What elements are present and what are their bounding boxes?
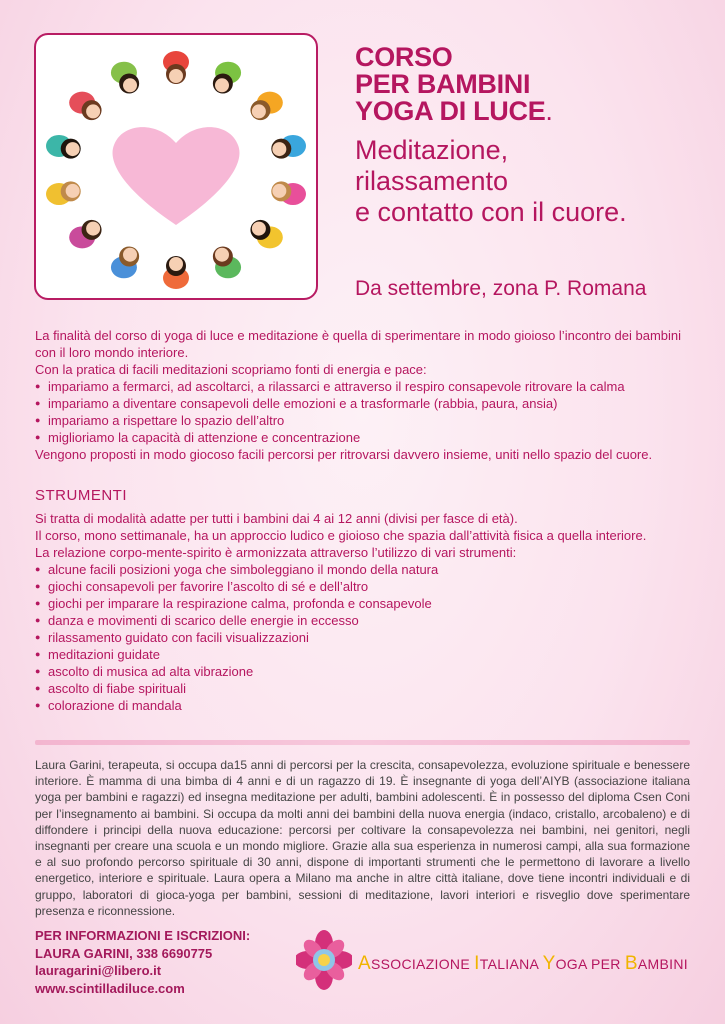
intro-paragraph: La finalità del corso di yoga di luce e meditazione è quella di sperimentare in modo gioioso l’incontro dei bambini con il loro mondo interiore. xyxy=(35,328,682,360)
subtitle xyxy=(355,135,705,228)
association-name xyxy=(358,953,688,975)
intro-section xyxy=(35,327,690,463)
children-circle-illustration xyxy=(36,35,316,298)
child-figure xyxy=(250,220,282,248)
list-item: ● giochi per imparare la respirazione calma, profonda e consapevole xyxy=(35,595,690,612)
subtitle-line-3: e contatto con il cuore. xyxy=(355,197,627,227)
tools-list xyxy=(35,561,690,714)
list-item: ● impariamo a fermarci, ad ascoltarci, a rilassarci e attraverso il respiro consapevole ritrovare la calma xyxy=(35,378,690,395)
assoc-word: TALIANA xyxy=(479,956,539,972)
title-line-3 xyxy=(355,98,705,125)
child-figure xyxy=(163,256,189,289)
tools-section xyxy=(35,510,690,714)
child-figure xyxy=(250,92,282,120)
list-item: ● meditazioni guidate xyxy=(35,646,690,663)
subtitle-line-2: rilassamento xyxy=(355,166,509,196)
assoc-initial: A xyxy=(358,953,371,974)
intro-lead: Con la pratica di facili meditazioni scopriamo fonti di energia e pace: xyxy=(35,362,427,377)
subtitle-line-1: Meditazione, xyxy=(355,135,509,165)
child-figure xyxy=(46,135,81,159)
assoc-word: SSOCIAZIONE xyxy=(370,956,470,972)
contact-name-phone[interactable]: LAURA GARINI, 338 6690775 xyxy=(35,945,213,961)
child-figure xyxy=(69,220,101,248)
intro-closing: Vengono proposti in modo giocoso facili percorsi per ritrovarsi davvero insieme, uniti nello spazio del cuore. xyxy=(35,447,653,462)
section-divider xyxy=(35,740,690,745)
title xyxy=(355,44,705,125)
date-location: Da settembre, zona P. Romana xyxy=(355,277,647,300)
title-line-2: PER BAMBINI xyxy=(355,69,531,99)
child-figure xyxy=(271,135,306,159)
child-figure xyxy=(46,181,81,205)
list-item: ● ascolto di musica ad alta vibrazione xyxy=(35,663,690,680)
teacher-bio: Laura Garini, terapeuta, si occupa da15 anni di percorsi per la crescita, consapevolezza, evoluzione spirituale e benessere interiore. È mamma di una bimba di 4 anni e di un ragazzo di 19. È insegnante di yoga dell’AIYB (associazione italiana yoga per bambini e ragazzi) ed insegna meditazione per adulti, bambini adolescenti. È in possesso del diploma Csen Coni per l’insegnamento ai bambini. Si occupa da molti anni dei bambini della nuova energia (indaco, cristallo, arcobaleno) e di diffondere i principi della nuova educazione: percorsi per coltivare la consapevolezza nei bambini, nei genitori, negli insegnanti per creare una scuola e un mondo migliore. Grazie alla sua esperienza in numerosi campi, alla sua formazione e al suo profondo percorso spirituale di 30 anni, dispone di importanti strumenti che le permettono di lavorare a livello energetico, interiore e spirituale. Laura opera a Milano ma anche in altre città italiane, dove tiene incontri individuali e di gruppo, laboratori di gioca-yoga per bambini, sessioni di meditazione, lavori interiori e risveglio dove sperimentare presenza e riconnessione. xyxy=(35,758,690,918)
children-heart-photo xyxy=(34,33,318,300)
list-item: ● danza e movimenti di scarico delle energie in eccesso xyxy=(35,612,690,629)
list-item: ● ascolto di fiabe spirituali xyxy=(35,680,690,697)
list-item: ● giochi consapevoli per favorire l’ascolto di sé e dell’altro xyxy=(35,578,690,595)
tools-paragraph-3: La relazione corpo-mente-spirito è armonizzata attraverso l’utilizzo di vari strumenti: xyxy=(35,545,517,560)
assoc-initial: B xyxy=(624,953,638,974)
assoc-word: OGA PER xyxy=(555,956,621,972)
assoc-initial: Y xyxy=(542,953,556,974)
contact-website-link[interactable]: www.scintilladiluce.com xyxy=(35,980,185,996)
list-item: ● impariamo a diventare consapevoli delle emozioni e a trasformarle (rabbia, paura, ansia) xyxy=(35,395,690,412)
child-figure xyxy=(213,246,241,278)
list-item: ● miglioriamo la capacità di attenzione e concentrazione xyxy=(35,429,690,446)
tools-paragraph-1: Si tratta di modalità adatte per tutti i bambini dai 4 ai 12 anni (divisi per fasce di età). xyxy=(35,511,518,526)
tools-heading: STRUMENTI xyxy=(35,487,127,504)
child-figure xyxy=(111,246,139,278)
child-figure xyxy=(213,62,241,94)
contact-email-link[interactable]: lauragarini@libero.it xyxy=(35,963,162,978)
contact-heading: PER INFORMAZIONI E ISCRIZIONI: xyxy=(35,928,251,943)
contact-info xyxy=(35,927,250,997)
association-lotus-logo xyxy=(296,930,352,990)
list-item: ● impariamo a rispettare lo spazio dell’altro xyxy=(35,412,690,429)
heart-icon xyxy=(113,127,240,225)
intro-list xyxy=(35,378,690,446)
title-line-1: CORSO xyxy=(355,42,453,72)
tools-paragraph-2: Il corso, mono settimanale, ha un approccio ludico e gioioso che spazia dall’attività fisica a quella interiore. xyxy=(35,528,647,543)
list-item: ● colorazione di mandala xyxy=(35,697,690,714)
child-figure xyxy=(69,92,101,120)
headline xyxy=(355,44,705,228)
title-dot: . xyxy=(545,96,553,126)
list-item: ● alcune facili posizioni yoga che simboleggiano il mondo della natura xyxy=(35,561,690,578)
assoc-initial: I xyxy=(474,953,480,974)
title-line-3-text: YOGA DI LUCE xyxy=(355,96,546,126)
list-item: ● rilassamento guidato con facili visualizzazioni xyxy=(35,629,690,646)
child-figure xyxy=(111,62,139,94)
child-figure xyxy=(163,51,189,84)
assoc-word: AMBINI xyxy=(637,956,688,972)
child-figure xyxy=(271,181,306,205)
